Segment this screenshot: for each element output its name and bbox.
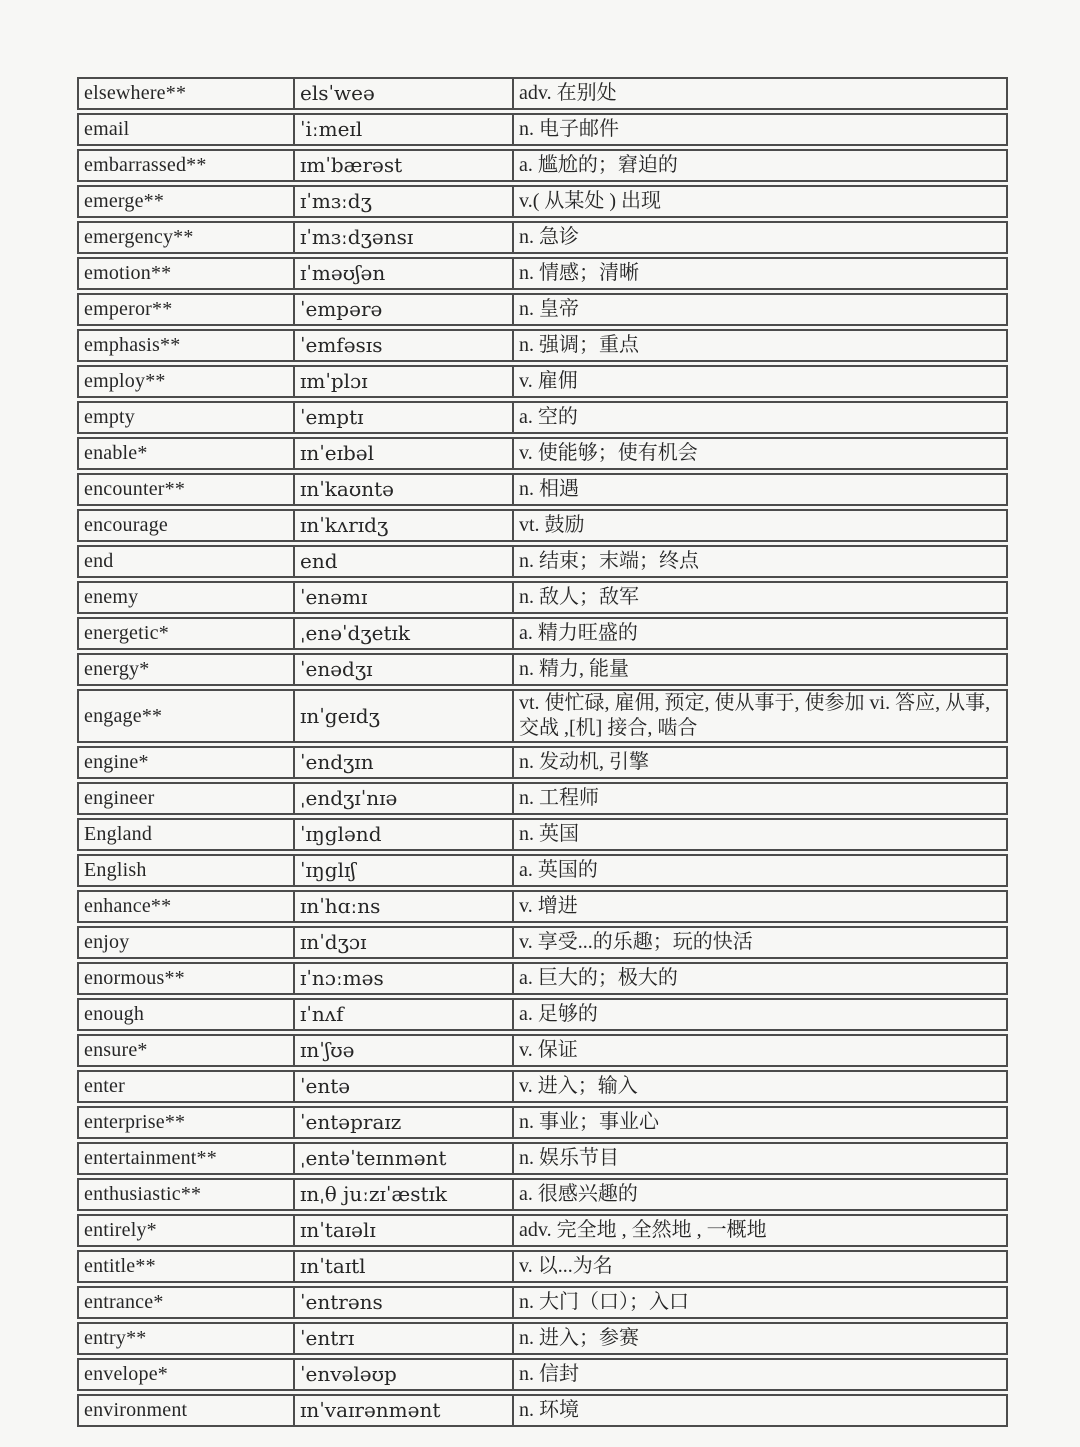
phonetic-cell: ɪnˈkaʊntə (293, 473, 512, 506)
definition-cell: vt. 鼓励 (512, 509, 1008, 542)
definition-cell: n. 工程师 (512, 782, 1008, 815)
table-row (77, 437, 1008, 470)
table-row (77, 1250, 1008, 1283)
word-cell: emphasis** (77, 329, 293, 362)
table-row (77, 1106, 1008, 1139)
phonetic-cell: ɪˈməʊʃən (293, 257, 512, 290)
word-cell: enterprise** (77, 1106, 293, 1139)
word-cell: enough (77, 998, 293, 1031)
phonetic-cell: ɪnˈkʌrɪdʒ (293, 509, 512, 542)
table-row (77, 926, 1008, 959)
word-cell: employ** (77, 365, 293, 398)
word-cell: end (77, 545, 293, 578)
vocabulary-table (77, 74, 1008, 1430)
phonetic-cell: ˌendʒɪˈnɪə (293, 782, 512, 815)
phonetic-cell: ˈempərə (293, 293, 512, 326)
table-row (77, 653, 1008, 686)
word-cell: encourage (77, 509, 293, 542)
word-cell: enthusiastic** (77, 1178, 293, 1211)
phonetic-cell: end (293, 545, 512, 578)
table-row (77, 890, 1008, 923)
word-cell: English (77, 854, 293, 887)
definition-cell: n. 精力, 能量 (512, 653, 1008, 686)
word-cell: enter (77, 1070, 293, 1103)
word-cell: entrance* (77, 1286, 293, 1319)
word-cell: entirely* (77, 1214, 293, 1247)
definition-cell: a. 空的 (512, 401, 1008, 434)
definition-cell: v. 增进 (512, 890, 1008, 923)
definition-cell: v. 进入；输入 (512, 1070, 1008, 1103)
table-row (77, 113, 1008, 146)
phonetic-cell: ɪmˈplɔɪ (293, 365, 512, 398)
definition-cell: n. 娱乐节目 (512, 1142, 1008, 1175)
table-row (77, 401, 1008, 434)
word-cell: emotion** (77, 257, 293, 290)
vocabulary-rows (77, 77, 1008, 1427)
phonetic-cell: ˈentə (293, 1070, 512, 1103)
word-cell: energetic* (77, 617, 293, 650)
phonetic-cell: ɪnˈtaɪəlɪ (293, 1214, 512, 1247)
table-row (77, 1394, 1008, 1427)
table-row (77, 1214, 1008, 1247)
word-cell: elsewhere** (77, 77, 293, 110)
word-cell: email (77, 113, 293, 146)
definition-cell: v. 使能够；使有机会 (512, 437, 1008, 470)
phonetic-cell: ˈenədʒɪ (293, 653, 512, 686)
table-row (77, 77, 1008, 110)
table-row (77, 545, 1008, 578)
table-row (77, 962, 1008, 995)
table-row (77, 689, 1008, 743)
definition-cell: n. 事业；事业心 (512, 1106, 1008, 1139)
table-row (77, 509, 1008, 542)
phonetic-cell: ɪmˈbærəst (293, 149, 512, 182)
table-row (77, 1178, 1008, 1211)
phonetic-cell: ˈenəmɪ (293, 581, 512, 614)
word-cell: emerge** (77, 185, 293, 218)
phonetic-cell: ɪˈnɔːməs (293, 962, 512, 995)
table-row (77, 617, 1008, 650)
table-row (77, 473, 1008, 506)
phonetic-cell: ˈentrɪ (293, 1322, 512, 1355)
definition-cell: v. 享受...的乐趣；玩的快活 (512, 926, 1008, 959)
definition-cell: n. 结束；末端；终点 (512, 545, 1008, 578)
table-row (77, 185, 1008, 218)
word-cell: emergency** (77, 221, 293, 254)
word-cell: enable* (77, 437, 293, 470)
definition-cell: a. 尴尬的；窘迫的 (512, 149, 1008, 182)
phonetic-cell: elsˈweə (293, 77, 512, 110)
definition-cell: a. 精力旺盛的 (512, 617, 1008, 650)
definition-cell: n. 急诊 (512, 221, 1008, 254)
phonetic-cell: ˌenəˈdʒetɪk (293, 617, 512, 650)
table-row (77, 818, 1008, 851)
definition-cell: a. 很感兴趣的 (512, 1178, 1008, 1211)
definition-cell: a. 足够的 (512, 998, 1008, 1031)
definition-cell: n. 发动机, 引擎 (512, 746, 1008, 779)
phonetic-cell: ɪnˈvaɪrənmənt (293, 1394, 512, 1427)
word-cell: empty (77, 401, 293, 434)
table-row (77, 854, 1008, 887)
word-cell: entry** (77, 1322, 293, 1355)
phonetic-cell: ɪnˈtaɪtl (293, 1250, 512, 1283)
phonetic-cell: ˈɪŋglɪʃ (293, 854, 512, 887)
phonetic-cell: ˈendʒɪn (293, 746, 512, 779)
phonetic-cell: ɪnˌθ juːzɪˈæstɪk (293, 1178, 512, 1211)
table-row (77, 1322, 1008, 1355)
definition-cell: adv. 在别处 (512, 77, 1008, 110)
word-cell: enjoy (77, 926, 293, 959)
phonetic-cell: ɪnˈeɪbəl (293, 437, 512, 470)
word-cell: enhance** (77, 890, 293, 923)
definition-cell: a. 英国的 (512, 854, 1008, 887)
table-row (77, 1286, 1008, 1319)
word-cell: engineer (77, 782, 293, 815)
definition-cell: v.( 从某处 ) 出现 (512, 185, 1008, 218)
phonetic-cell: ˈenvələʊp (293, 1358, 512, 1391)
table-row (77, 1070, 1008, 1103)
definition-cell: n. 相遇 (512, 473, 1008, 506)
phonetic-cell: ɪˈmɜːdʒ (293, 185, 512, 218)
phonetic-cell: ɪnˈhɑːns (293, 890, 512, 923)
word-cell: embarrassed** (77, 149, 293, 182)
table-row (77, 221, 1008, 254)
phonetic-cell: ˈentrəns (293, 1286, 512, 1319)
phonetic-cell: ˈemptɪ (293, 401, 512, 434)
word-cell: engage** (77, 689, 293, 743)
phonetic-cell: ˈemfəsɪs (293, 329, 512, 362)
phonetic-cell: ˌentəˈteɪnmənt (293, 1142, 512, 1175)
definition-cell: adv. 完全地 , 全然地 , 一概地 (512, 1214, 1008, 1247)
definition-cell: n. 电子邮件 (512, 113, 1008, 146)
phonetic-cell: ˈentəpraɪz (293, 1106, 512, 1139)
word-cell: environment (77, 1394, 293, 1427)
definition-cell: v. 雇佣 (512, 365, 1008, 398)
definition-cell: n. 英国 (512, 818, 1008, 851)
table-row (77, 293, 1008, 326)
word-cell: encounter** (77, 473, 293, 506)
phonetic-cell: ɪnˈgeɪdʒ (293, 689, 512, 743)
definition-cell: v. 保证 (512, 1034, 1008, 1067)
definition-cell: n. 进入；参赛 (512, 1322, 1008, 1355)
table-row (77, 1142, 1008, 1175)
definition-cell: n. 皇帝 (512, 293, 1008, 326)
phonetic-cell: ɪˈnʌf (293, 998, 512, 1031)
phonetic-cell: ˈiːmeɪl (293, 113, 512, 146)
phonetic-cell: ˈɪŋglənd (293, 818, 512, 851)
table-row (77, 998, 1008, 1031)
table-row (77, 746, 1008, 779)
word-cell: emperor** (77, 293, 293, 326)
table-row (77, 782, 1008, 815)
definition-cell: n. 环境 (512, 1394, 1008, 1427)
word-cell: enemy (77, 581, 293, 614)
word-cell: energy* (77, 653, 293, 686)
word-cell: engine* (77, 746, 293, 779)
table-row (77, 257, 1008, 290)
word-cell: entertainment** (77, 1142, 293, 1175)
definition-cell: n. 大门（口）；入口 (512, 1286, 1008, 1319)
word-cell: ensure* (77, 1034, 293, 1067)
word-cell: entitle** (77, 1250, 293, 1283)
table-row (77, 1034, 1008, 1067)
word-cell: enormous** (77, 962, 293, 995)
definition-cell: v. 以...为名 (512, 1250, 1008, 1283)
definition-cell: vt. 使忙碌, 雇佣, 预定, 使从事于, 使参加 vi. 答应, 从事, 交战 ,[机] 接合, 啮合 (512, 689, 1008, 743)
definition-cell: n. 情感；清晰 (512, 257, 1008, 290)
definition-cell: a. 巨大的；极大的 (512, 962, 1008, 995)
table-row (77, 581, 1008, 614)
word-cell: envelope* (77, 1358, 293, 1391)
table-row (77, 1358, 1008, 1391)
table-row (77, 365, 1008, 398)
phonetic-cell: ɪnˈʃʊə (293, 1034, 512, 1067)
definition-cell: n. 信封 (512, 1358, 1008, 1391)
table-row (77, 329, 1008, 362)
definition-cell: n. 强调；重点 (512, 329, 1008, 362)
phonetic-cell: ɪnˈdʒɔɪ (293, 926, 512, 959)
definition-cell: n. 敌人；敌军 (512, 581, 1008, 614)
word-cell: England (77, 818, 293, 851)
phonetic-cell: ɪˈmɜːdʒənsɪ (293, 221, 512, 254)
table-row (77, 149, 1008, 182)
